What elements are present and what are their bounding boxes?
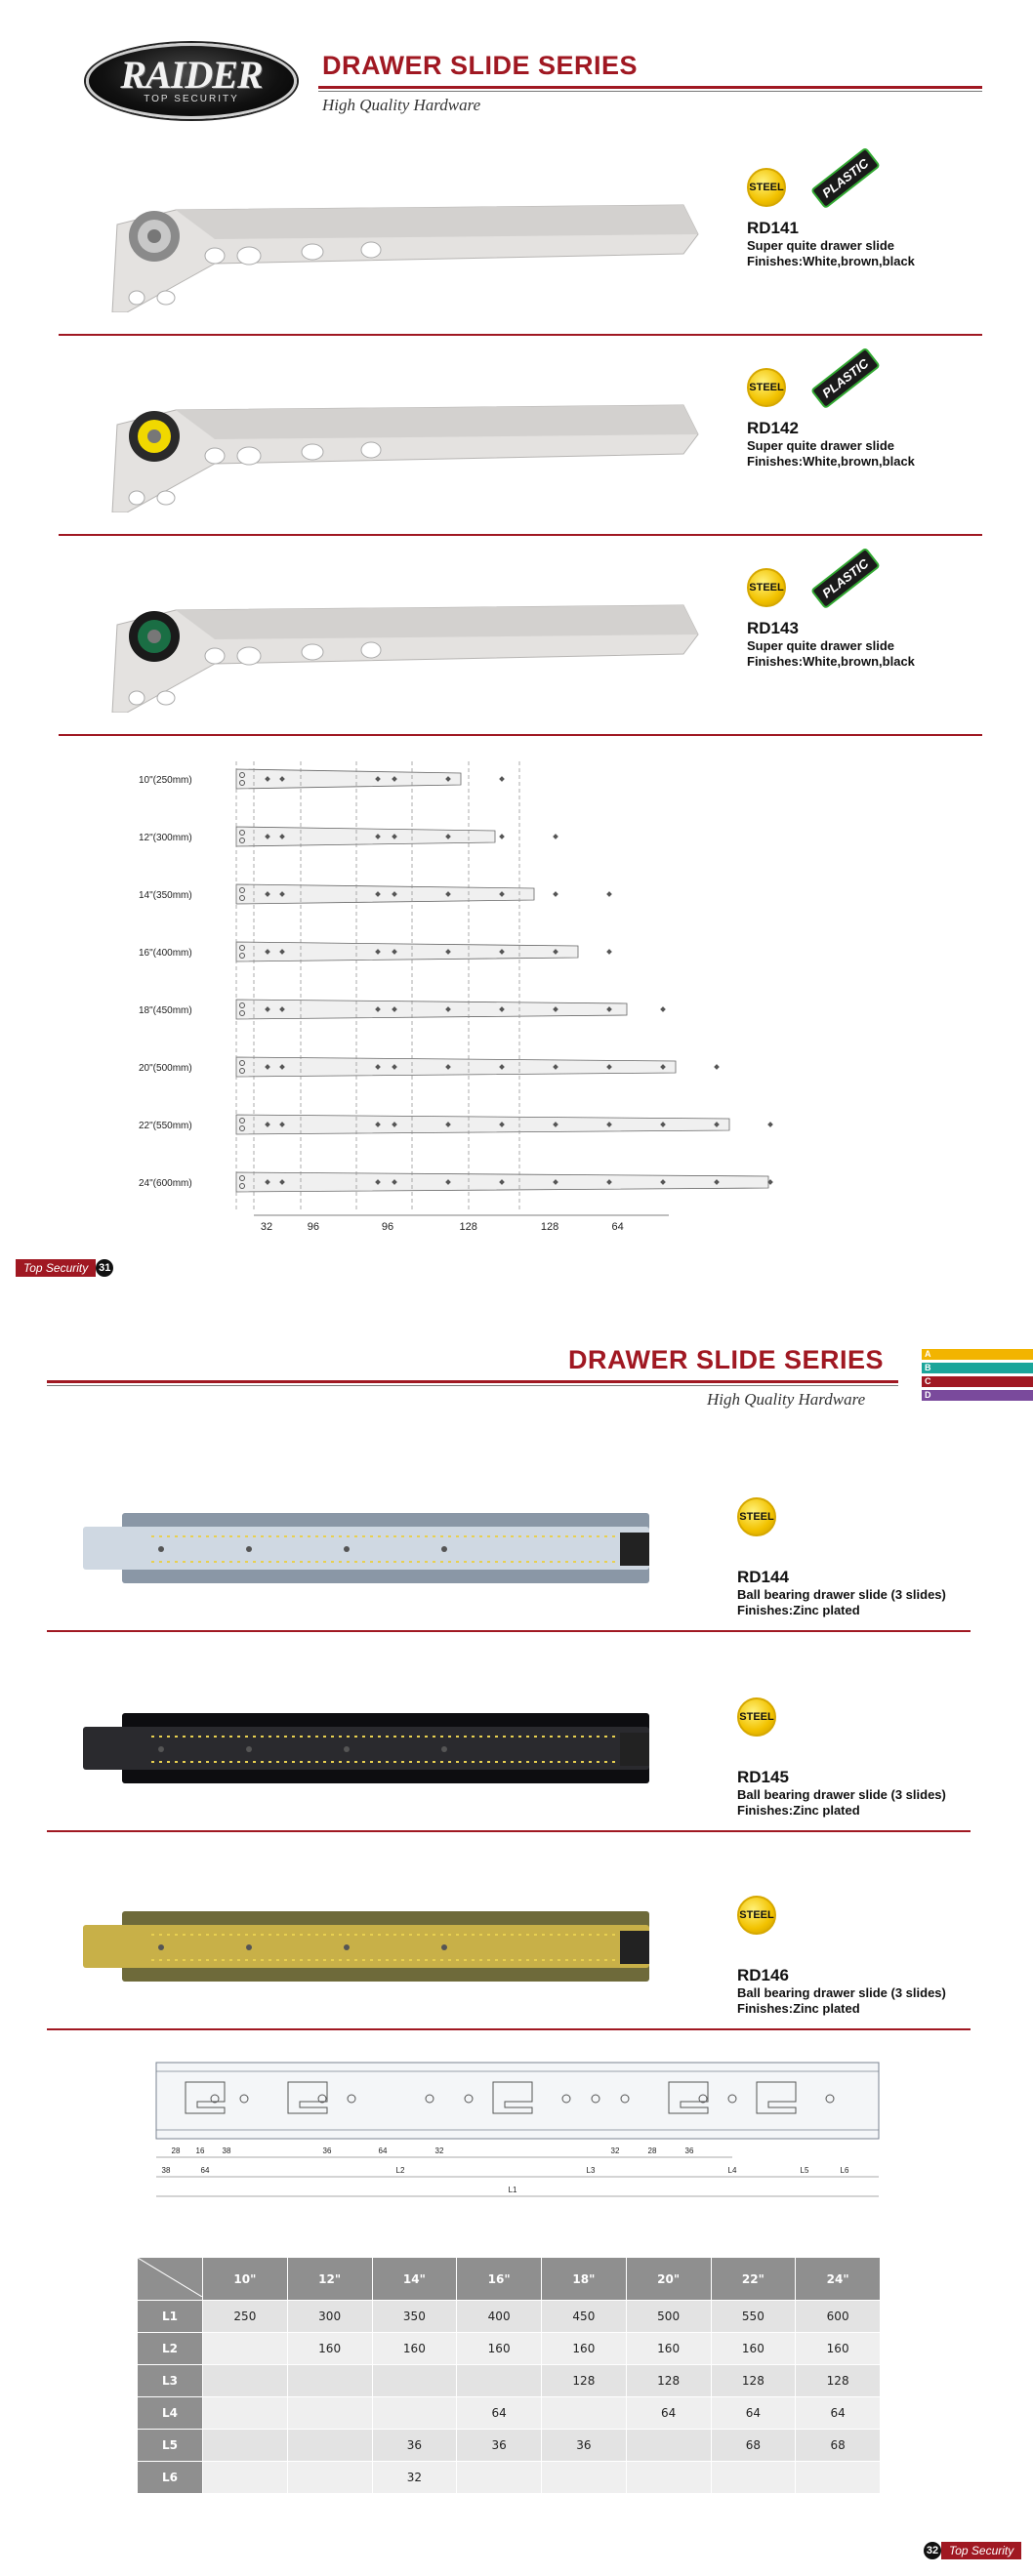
steel-badge: STEEL — [747, 168, 786, 207]
table-cell — [203, 2462, 288, 2494]
product-divider — [59, 534, 982, 536]
size-label: 10"(250mm) — [139, 775, 192, 786]
size-row — [139, 942, 612, 961]
table-cell: 64 — [796, 2397, 881, 2430]
size-label: 14"(350mm) — [139, 890, 192, 901]
table-cell: 36 — [542, 2430, 627, 2462]
product-code: RD141 — [747, 219, 799, 237]
table-cell — [203, 2333, 288, 2365]
table-cell: 68 — [796, 2430, 881, 2462]
table-row — [138, 2365, 881, 2397]
title-rule — [318, 86, 982, 89]
product-image-5 — [73, 1694, 679, 1811]
table-column-header: 20" — [626, 2258, 711, 2301]
dimension-label: L4 — [727, 2166, 737, 2175]
ball-slide-diagram — [146, 2058, 888, 2204]
dimension-label: L6 — [840, 2166, 849, 2175]
dimension-label: 28 — [647, 2147, 657, 2155]
product-description: Ball bearing drawer slide (3 slides) — [737, 1587, 946, 1602]
size-row — [139, 884, 612, 904]
product-code: RD142 — [747, 419, 799, 437]
product-description: Super quite drawer slide — [747, 438, 894, 453]
size-label: 18"(450mm) — [139, 1005, 192, 1016]
table-row — [138, 2462, 881, 2494]
table-cell: 550 — [711, 2301, 796, 2333]
table-cell — [372, 2397, 457, 2430]
table-column-header: 16" — [457, 2258, 542, 2301]
product-finishes: Finishes:Zinc plated — [737, 1603, 860, 1617]
dimension-label: 38 — [222, 2147, 231, 2155]
product-row-rd146 — [0, 1872, 1033, 2067]
table-row — [138, 2430, 881, 2462]
dimension-label: 36 — [322, 2147, 332, 2155]
dimension-label: 38 — [161, 2166, 171, 2175]
table-cell — [287, 2462, 372, 2494]
steel-badge: STEEL — [737, 1697, 776, 1737]
raider-logo — [86, 43, 297, 119]
table-cell: 160 — [626, 2333, 711, 2365]
table-cell — [203, 2397, 288, 2430]
tagline-2: High Quality Hardware — [707, 1390, 866, 1409]
table-row-header: L1 — [138, 2301, 203, 2333]
table-cell — [287, 2365, 372, 2397]
plastic-badge: PLASTIC — [810, 147, 881, 210]
table-row-header: L2 — [138, 2333, 203, 2365]
product-row-rd145 — [0, 1674, 1033, 1869]
table-cell — [711, 2462, 796, 2494]
table-cell — [203, 2430, 288, 2462]
table-cell: 350 — [372, 2301, 457, 2333]
table-cell — [287, 2397, 372, 2430]
table-cell: 160 — [542, 2333, 627, 2365]
steel-badge: STEEL — [747, 368, 786, 407]
size-row — [139, 1172, 791, 1192]
table-row-header: L6 — [138, 2462, 203, 2494]
table-cell: 300 — [287, 2301, 372, 2333]
table-column-header: 24" — [796, 2258, 881, 2301]
product-image-2 — [107, 566, 732, 713]
table-cell — [203, 2365, 288, 2397]
product-code: RD144 — [737, 1568, 789, 1586]
table-cell: 160 — [796, 2333, 881, 2365]
product-image-6 — [73, 1892, 679, 2009]
table-column-header: 12" — [287, 2258, 372, 2301]
table-cell — [626, 2462, 711, 2494]
plastic-badge: PLASTIC — [810, 348, 881, 410]
product-row-rd141 — [0, 146, 1033, 342]
table-cell: 400 — [457, 2301, 542, 2333]
size-label: 22"(550mm) — [139, 1121, 192, 1131]
size-label: 12"(300mm) — [139, 833, 192, 843]
dimension-label: 64 — [200, 2166, 210, 2175]
table-corner — [138, 2258, 203, 2301]
diagram-bottom-dims — [156, 2166, 879, 2177]
table-cell: 128 — [626, 2365, 711, 2397]
footer-page-number-2: 32 — [924, 2542, 941, 2559]
table-cell: 160 — [711, 2333, 796, 2365]
table-row-header: L5 — [138, 2430, 203, 2462]
product-description: Super quite drawer slide — [747, 638, 894, 653]
size-label: 24"(600mm) — [139, 1178, 192, 1189]
dimension-label: 96 — [307, 1221, 320, 1233]
dimension-label: 128 — [459, 1221, 477, 1233]
dimension-label: 16 — [195, 2147, 205, 2155]
table-column-header: 14" — [372, 2258, 457, 2301]
product-finishes: Finishes:White,brown,black — [747, 654, 915, 669]
table-row-header: L4 — [138, 2397, 203, 2430]
product-image-0 — [107, 166, 732, 312]
table-cell: 250 — [203, 2301, 288, 2333]
product-row-rd142 — [0, 347, 1033, 542]
diagram-top-dims — [156, 2147, 732, 2157]
footer-page-32 — [924, 2542, 1021, 2559]
product-description: Ball bearing drawer slide (3 slides) — [737, 1787, 946, 1802]
table-cell: 68 — [711, 2430, 796, 2462]
product-code: RD145 — [737, 1768, 789, 1786]
steel-badge: STEEL — [737, 1896, 776, 1935]
page-title-2: DRAWER SLIDE SERIES — [568, 1345, 885, 1374]
color-tabs — [922, 1349, 1033, 1404]
table-cell: 128 — [796, 2365, 881, 2397]
total-length-label: L1 — [508, 2186, 517, 2194]
table-header-row — [138, 2258, 881, 2301]
product-divider — [59, 334, 982, 336]
color-tab-d: D — [922, 1390, 1033, 1401]
dimension-row — [254, 1215, 669, 1233]
table-column-header: 22" — [711, 2258, 796, 2301]
table-cell: 450 — [542, 2301, 627, 2333]
product-description: Ball bearing drawer slide (3 slides) — [737, 1985, 946, 2000]
color-tab-a: A — [922, 1349, 1033, 1360]
product-finishes: Finishes:White,brown,black — [747, 454, 915, 469]
table-cell — [457, 2462, 542, 2494]
table-column-header: 10" — [203, 2258, 288, 2301]
dimension-label: 64 — [611, 1221, 624, 1233]
color-tab-c: C — [922, 1376, 1033, 1387]
slide-size-diagram — [127, 752, 791, 1240]
table-cell: 160 — [457, 2333, 542, 2365]
table-cell — [542, 2397, 627, 2430]
table-cell — [542, 2462, 627, 2494]
product-finishes: Finishes:Zinc plated — [737, 2001, 860, 2016]
product-image-1 — [107, 366, 732, 512]
product-description: Super quite drawer slide — [747, 238, 894, 253]
table-cell: 64 — [711, 2397, 796, 2430]
page-title: DRAWER SLIDE SERIES — [322, 51, 639, 80]
footer-text-2: Top Security — [941, 2542, 1021, 2559]
dimension-label: 128 — [540, 1221, 559, 1233]
table-cell: 160 — [287, 2333, 372, 2365]
dimension-label: L3 — [586, 2166, 596, 2175]
table-row — [138, 2333, 881, 2365]
title-rule-thin — [318, 91, 982, 92]
dimension-label: 36 — [684, 2147, 694, 2155]
dimension-label: L5 — [800, 2166, 809, 2175]
dimension-label: 28 — [171, 2147, 181, 2155]
table-cell: 64 — [457, 2397, 542, 2430]
product-row-rd144 — [0, 1474, 1033, 1669]
table-cell — [796, 2462, 881, 2494]
footer-page-number: 31 — [96, 1259, 113, 1277]
dimension-label: L2 — [395, 2166, 405, 2175]
size-row — [139, 827, 558, 846]
table-cell — [457, 2365, 542, 2397]
size-row — [139, 1057, 720, 1077]
table-row — [138, 2301, 881, 2333]
product-code: RD146 — [737, 1966, 789, 1984]
steel-badge: STEEL — [747, 568, 786, 607]
table-cell: 128 — [542, 2365, 627, 2397]
logo-brand: RAIDER — [120, 53, 263, 97]
color-tab-b: B — [922, 1363, 1033, 1373]
product-divider — [47, 1630, 971, 1632]
footer-page-31 — [16, 1259, 113, 1277]
table-cell — [287, 2430, 372, 2462]
table-row-header: L3 — [138, 2365, 203, 2397]
title-rule-2 — [47, 1380, 898, 1383]
dimension-label: 32 — [434, 2147, 444, 2155]
size-row — [139, 1000, 666, 1019]
product-image-4 — [73, 1493, 679, 1611]
dimension-label: 96 — [381, 1221, 394, 1233]
product-finishes: Finishes:White,brown,black — [747, 254, 915, 268]
spec-table — [137, 2257, 881, 2494]
steel-badge: STEEL — [737, 1497, 776, 1536]
table-cell: 500 — [626, 2301, 711, 2333]
title-rule-thin-2 — [47, 1385, 898, 1386]
plastic-badge: PLASTIC — [810, 548, 881, 610]
table-cell: 36 — [372, 2430, 457, 2462]
size-row — [139, 769, 505, 789]
table-cell: 64 — [626, 2397, 711, 2430]
logo-subtitle: TOP SECURITY — [144, 94, 239, 104]
tagline: High Quality Hardware — [322, 96, 481, 114]
dimension-label: 64 — [378, 2147, 388, 2155]
product-divider — [47, 2028, 971, 2030]
product-finishes: Finishes:Zinc plated — [737, 1803, 860, 1818]
table-cell — [626, 2430, 711, 2462]
table-cell: 32 — [372, 2462, 457, 2494]
table-cell: 36 — [457, 2430, 542, 2462]
table-cell: 160 — [372, 2333, 457, 2365]
dimension-label: 32 — [610, 2147, 620, 2155]
product-divider — [47, 1830, 971, 1832]
product-divider — [59, 734, 982, 736]
dimension-label: 32 — [260, 1221, 273, 1233]
footer-text: Top Security — [16, 1259, 96, 1277]
table-column-header: 18" — [542, 2258, 627, 2301]
size-label: 20"(500mm) — [139, 1063, 192, 1074]
table-cell: 600 — [796, 2301, 881, 2333]
table-row — [138, 2397, 881, 2430]
product-code: RD143 — [747, 619, 799, 637]
product-row-rd143 — [0, 547, 1033, 742]
size-label: 16"(400mm) — [139, 948, 192, 959]
table-cell — [372, 2365, 457, 2397]
size-row — [139, 1115, 773, 1134]
table-cell: 128 — [711, 2365, 796, 2397]
